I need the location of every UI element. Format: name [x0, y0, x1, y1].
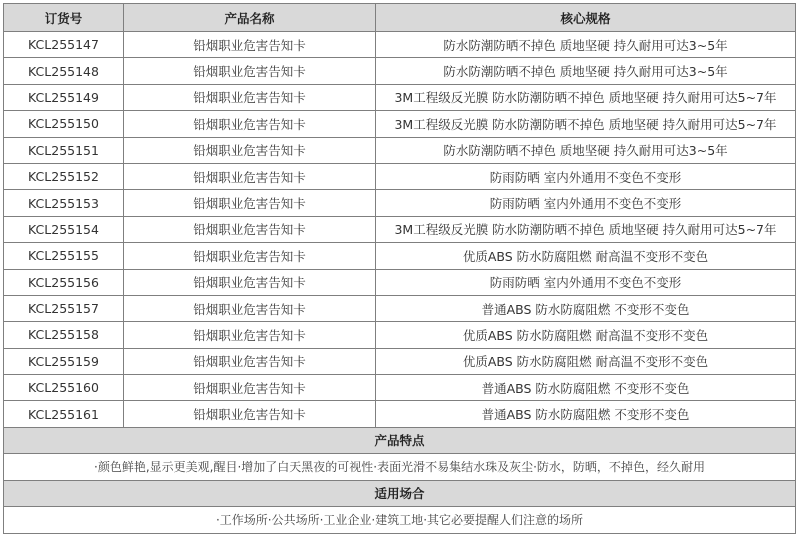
cell-order-no: KCL255155: [4, 243, 124, 269]
cell-order-no: KCL255158: [4, 322, 124, 348]
cell-core-spec: 优质ABS 防水防腐阻燃 耐高温不变形不变色: [376, 322, 796, 348]
cell-order-no: KCL255159: [4, 348, 124, 374]
cell-product-name: 铅烟职业危害告知卡: [124, 111, 376, 137]
cell-order-no: KCL255157: [4, 295, 124, 321]
cell-product-name: 铅烟职业危害告知卡: [124, 401, 376, 427]
cell-product-name: 铅烟职业危害告知卡: [124, 84, 376, 110]
cell-order-no: KCL255153: [4, 190, 124, 216]
cell-order-no: KCL255149: [4, 84, 124, 110]
header-core-spec: 核心规格: [376, 4, 796, 32]
product-table: [3, 3, 796, 534]
features-title-row: [4, 427, 796, 453]
cell-core-spec: 防雨防晒 室内外通用不变色不变形: [376, 163, 796, 189]
cell-order-no: KCL255150: [4, 111, 124, 137]
cell-product-name: 铅烟职业危害告知卡: [124, 32, 376, 58]
cell-core-spec: 3M工程级反光膜 防水防潮防晒不掉色 质地坚硬 持久耐用可达5~7年: [376, 216, 796, 242]
cell-product-name: 铅烟职业危害告知卡: [124, 216, 376, 242]
cell-core-spec: 普通ABS 防水防腐阻燃 不变形不变色: [376, 375, 796, 401]
cell-product-name: 铅烟职业危害告知卡: [124, 295, 376, 321]
cell-core-spec: 防雨防晒 室内外通用不变色不变形: [376, 269, 796, 295]
table-row: [4, 58, 796, 84]
table-body: [4, 32, 796, 428]
cell-order-no: KCL255161: [4, 401, 124, 427]
cell-core-spec: 防水防潮防晒不掉色 质地坚硬 持久耐用可达3~5年: [376, 137, 796, 163]
cell-core-spec: 普通ABS 防水防腐阻燃 不变形不变色: [376, 295, 796, 321]
table-row: [4, 295, 796, 321]
cell-product-name: 铅烟职业危害告知卡: [124, 322, 376, 348]
usage-title-row: [4, 480, 796, 506]
table-row: [4, 84, 796, 110]
header-product-name: 产品名称: [124, 4, 376, 32]
cell-order-no: KCL255152: [4, 163, 124, 189]
cell-order-no: KCL255154: [4, 216, 124, 242]
cell-core-spec: 优质ABS 防水防腐阻燃 耐高温不变形不变色: [376, 243, 796, 269]
usage-text-row: [4, 506, 796, 533]
table-row: [4, 322, 796, 348]
cell-product-name: 铅烟职业危害告知卡: [124, 243, 376, 269]
cell-core-spec: 3M工程级反光膜 防水防潮防晒不掉色 质地坚硬 持久耐用可达5~7年: [376, 84, 796, 110]
cell-product-name: 铅烟职业危害告知卡: [124, 269, 376, 295]
cell-order-no: KCL255147: [4, 32, 124, 58]
cell-product-name: 铅烟职业危害告知卡: [124, 163, 376, 189]
cell-core-spec: 防水防潮防晒不掉色 质地坚硬 持久耐用可达3~5年: [376, 32, 796, 58]
cell-order-no: KCL255160: [4, 375, 124, 401]
cell-core-spec: 防雨防晒 室内外通用不变色不变形: [376, 190, 796, 216]
table-row: [4, 111, 796, 137]
cell-order-no: KCL255151: [4, 137, 124, 163]
table-row: [4, 163, 796, 189]
cell-order-no: KCL255156: [4, 269, 124, 295]
cell-product-name: 铅烟职业危害告知卡: [124, 58, 376, 84]
table-row: [4, 348, 796, 374]
cell-core-spec: 3M工程级反光膜 防水防潮防晒不掉色 质地坚硬 持久耐用可达5~7年: [376, 111, 796, 137]
cell-product-name: 铅烟职业危害告知卡: [124, 190, 376, 216]
product-spec-sheet: [3, 3, 795, 534]
table-row: [4, 401, 796, 427]
table-header-row: [4, 4, 796, 32]
cell-core-spec: 优质ABS 防水防腐阻燃 耐高温不变形不变色: [376, 348, 796, 374]
header-order-no: 订货号: [4, 4, 124, 32]
table-row: [4, 375, 796, 401]
table-row: [4, 137, 796, 163]
table-row: [4, 32, 796, 58]
table-row: [4, 190, 796, 216]
table-row: [4, 216, 796, 242]
cell-core-spec: 普通ABS 防水防腐阻燃 不变形不变色: [376, 401, 796, 427]
cell-core-spec: 防水防潮防晒不掉色 质地坚硬 持久耐用可达3~5年: [376, 58, 796, 84]
cell-product-name: 铅烟职业危害告知卡: [124, 375, 376, 401]
table-row: [4, 269, 796, 295]
table-row: [4, 243, 796, 269]
features-text: ·颜色鲜艳,显示更美观,醒目·增加了白天黑夜的可视性·表面光滑不易集结水珠及灰尘·防水，防晒，不掉色，经久耐用: [4, 453, 796, 480]
cell-product-name: 铅烟职业危害告知卡: [124, 348, 376, 374]
features-title: 产品特点: [4, 427, 796, 453]
cell-product-name: 铅烟职业危害告知卡: [124, 137, 376, 163]
features-text-row: [4, 453, 796, 480]
cell-order-no: KCL255148: [4, 58, 124, 84]
usage-text: ·工作场所·公共场所·工业企业·建筑工地·其它必要提醒人们注意的场所: [4, 506, 796, 533]
usage-title: 适用场合: [4, 480, 796, 506]
